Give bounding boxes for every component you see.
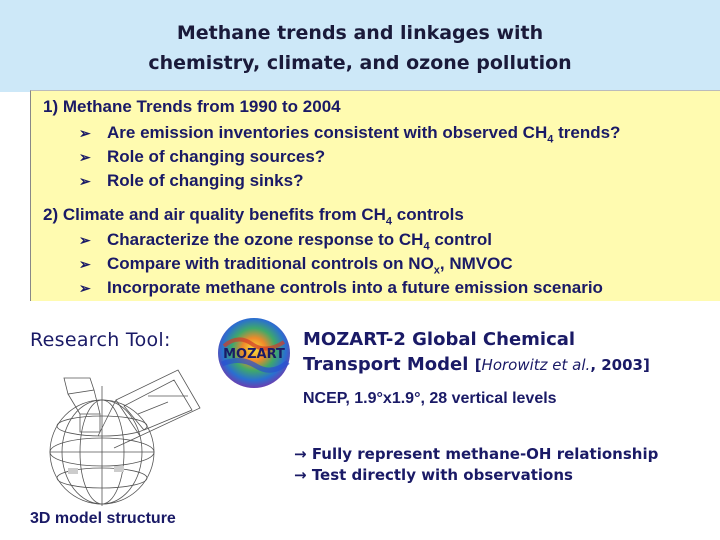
- bullet-item: ➢ Are emission inventories consistent with observed $CH_4$ trends?: [79, 123, 621, 146]
- arrow-right-icon: →: [294, 445, 307, 463]
- model-resolution: NCEP, 1.9°x1.9°, 28 vertical levels: [303, 390, 557, 407]
- section1-heading: 1) Methane Trends from 1990 to 2004: [43, 97, 341, 116]
- slide-title: [0, 18, 720, 78]
- arrow-bullet-icon: ➢: [79, 256, 91, 272]
- model-title-line-1: MOZART-2 Global Chemical: [303, 329, 576, 350]
- diagram-caption: 3D model structure: [30, 510, 176, 527]
- arrow-right-icon: →: [294, 466, 307, 484]
- section2-heading: 2) Climate and air quality benefits from $CH_4$ controls: [43, 205, 464, 228]
- bullet-item: ➢ Incorporate methane controls into a future emission scenario: [79, 278, 603, 297]
- research-tool-label: Research Tool:: [30, 329, 171, 351]
- model-title-line-2: Transport Model [Horowitz et al., 2003]: [303, 354, 650, 375]
- bullet-item: ➢ Role of changing sinks?: [79, 171, 304, 190]
- arrow-bullet-icon: ➢: [79, 232, 91, 248]
- arrow-bullet-icon: ➢: [79, 280, 91, 296]
- arrow-bullet-icon: ➢: [79, 125, 91, 141]
- citation: [Horowitz et al., 2003]: [474, 356, 650, 374]
- arrow-bullet-icon: ➢: [79, 149, 91, 165]
- title-line-2: chemistry, climate, and ozone pollution: [148, 52, 572, 74]
- arrow-bullet-icon: ➢: [79, 173, 91, 189]
- model-grid-diagram: [28, 356, 204, 506]
- tool-benefits: [294, 444, 658, 486]
- bullet-item: ➢ Compare with traditional controls on $NO_x$, NMVOC: [79, 254, 513, 277]
- objectives-box: [30, 90, 720, 301]
- benefit-item: → Test directly with observations: [294, 466, 573, 484]
- title-line-1: Methane trends and linkages with: [176, 22, 544, 44]
- mozart-logo: [216, 316, 292, 390]
- model-title: [303, 327, 650, 378]
- benefit-item: → Fully represent methane-OH relationship: [294, 445, 659, 463]
- bullet-item: ➢ Characterize the ozone response to $CH_4$ control: [79, 230, 492, 253]
- logo-text: MOZART: [223, 347, 285, 362]
- bullet-item: ➢ Role of changing sources?: [79, 147, 326, 166]
